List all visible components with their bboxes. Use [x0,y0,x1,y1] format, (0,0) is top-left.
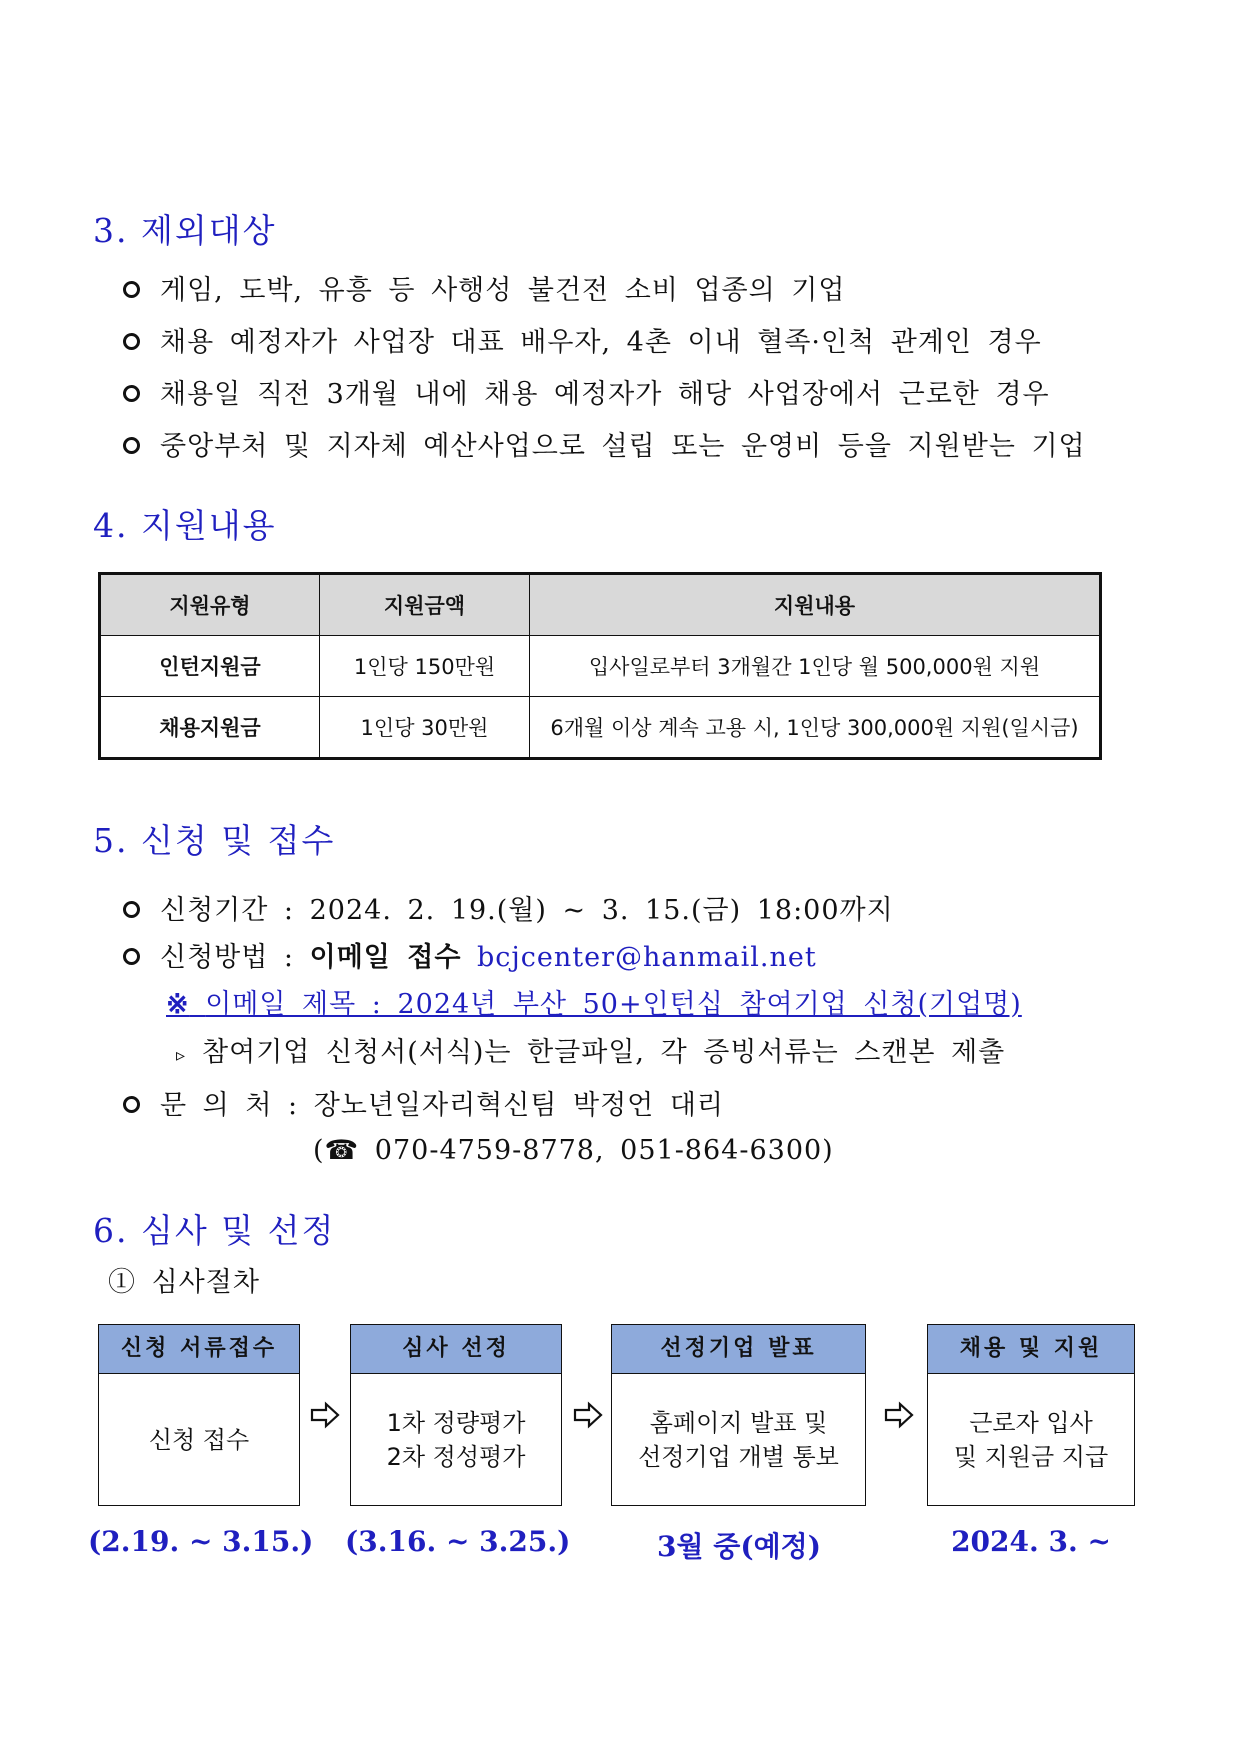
contact-line: 문 의 처 : 장노년일자리혁신팀 박정언 대리 [123,1083,724,1122]
process-step-date: (3.16. ~ 3.25.) [345,1525,571,1558]
table-header-row [100,574,1101,636]
support-amount-cell: 1인당 30만원 [320,697,530,759]
right-arrow-icon [310,1400,340,1430]
support-table [98,572,1102,760]
column-header: 지원금액 [320,574,530,636]
support-detail-cell: 입사일로부터 3개월간 1인당 월 500,000원 지원 [530,636,1101,697]
submission-note: ▹ 참여기업 신청서(서식)는 한글파일, 각 증빙서류는 스캔본 제출 [176,1037,1006,1068]
exclusion-item: 중앙부처 및 지자체 예산사업으로 설립 또는 운영비 등을 지원받는 기업 [123,424,1086,463]
process-step-body: 신청 접수 [148,1426,250,1454]
process-step-date: 2024. 3. ~ [951,1525,1111,1558]
email-link[interactable]: bcjcenter@hanmail.net [477,942,817,973]
support-detail-cell: 6개월 이상 계속 고용 시, 1인당 300,000원 지원(일시금) [530,697,1101,759]
period-value: 2024. 2. 19.(월) ~ 3. 15.(금) 18:00까지 [309,895,894,926]
process-step [611,1324,866,1506]
process-step-date: (2.19. ~ 3.15.) [88,1525,314,1558]
support-type-cell: 인턴지원금 [100,636,320,697]
section-5-heading: 5. 신청 및 접수 [93,821,336,860]
phone-icon: ☎ [324,1135,360,1166]
circle-bullet-icon [123,333,140,350]
triangle-bullet-icon: ▹ [176,1045,187,1066]
process-step-date: 3월 중(예정) [657,1530,821,1563]
circle-bullet-icon [123,948,140,965]
right-arrow-icon [884,1400,914,1430]
method-value: 이메일 접수 [309,942,462,973]
process-step-body: 근로자 입사 및 지원금 지급 [953,1409,1109,1471]
table-row [100,636,1101,697]
column-header: 지원유형 [100,574,320,636]
contact-value: 장노년일자리혁신팀 박정언 대리 [313,1090,724,1121]
exclusion-item: 채용 예정자가 사업장 대표 배우자, 4촌 이내 혈족·인척 관계인 경우 [123,320,1042,359]
circle-bullet-icon [123,901,140,918]
support-type-cell: 채용지원금 [100,697,320,759]
application-period: 신청기간 : 2024. 2. 19.(월) ~ 3. 15.(금) 18:00까지 [123,888,894,927]
exclusion-item: 채용일 직전 3개월 내에 채용 예정자가 해당 사업장에서 근로한 경우 [123,372,1050,411]
section-4-heading: 4. 지원내용 [93,506,277,545]
phone-numbers: 070-4759-8778, 051-864-6300) [374,1135,834,1166]
circle-bullet-icon [123,437,140,454]
column-header: 지원내용 [530,574,1101,636]
process-step-title: 심사 선정 [351,1325,561,1374]
section-6-heading: 6. 심사 및 선정 [93,1211,336,1250]
process-step [98,1324,300,1506]
process-step [350,1324,562,1506]
process-step-body: 홈페이지 발표 및 선정기업 개별 통보 [638,1409,839,1471]
process-step-body: 1차 정량평가 2차 정성평가 [386,1409,526,1471]
circle-bullet-icon [123,1096,140,1113]
process-step-title: 신청 서류접수 [99,1325,299,1374]
table-row [100,697,1101,759]
section-3-heading: 3. 제외대상 [93,211,277,250]
application-method: 신청방법 : 이메일 접수 bcjcenter@hanmail.net [123,935,817,974]
phone-line: (☎ 070-4759-8778, 051-864-6300) [313,1135,834,1166]
exclusion-item: 게임, 도박, 유흥 등 사행성 불건전 소비 업종의 기업 [123,268,845,307]
email-subject-note [166,982,1022,1021]
process-step [927,1324,1135,1506]
circle-bullet-icon [123,281,140,298]
support-amount-cell: 1인당 150만원 [320,636,530,697]
right-arrow-icon [573,1400,603,1430]
circle-bullet-icon [123,385,140,402]
subsection-title: ① 심사절차 [108,1267,260,1298]
note-text: 이메일 제목 : 2024년 부산 50+인턴십 참여기업 신청(기업명) [205,989,1022,1020]
process-step-title: 선정기업 발표 [612,1325,865,1374]
note-mark: ※ [166,989,190,1020]
process-step-title: 채용 및 지원 [928,1325,1134,1374]
